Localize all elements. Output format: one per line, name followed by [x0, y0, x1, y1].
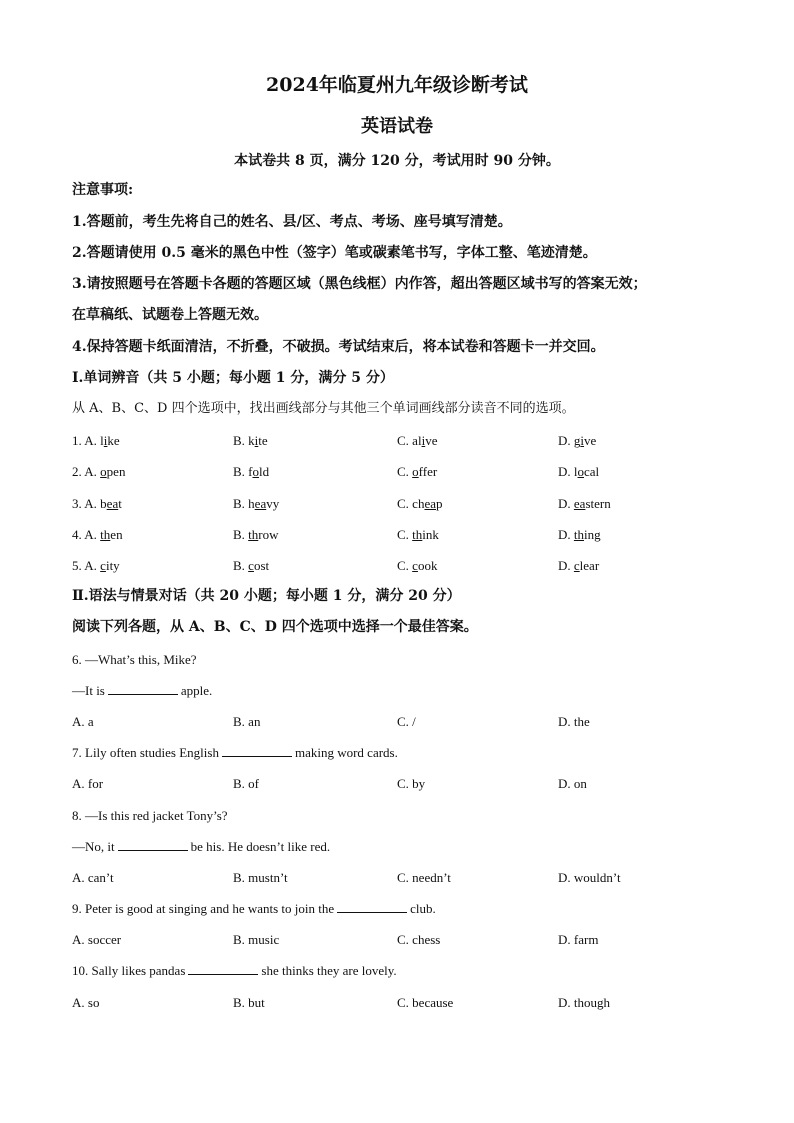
pronunciation-option: C. cheap: [397, 496, 443, 511]
answer-option: D. on: [558, 776, 587, 791]
section1-heading: Ⅰ.单词辨音（共 5 小题；每小题 1 分，满分 5 分）: [72, 370, 394, 386]
answer-option: B. of: [233, 776, 259, 791]
answer-option: C. needn’t: [397, 870, 451, 885]
underlined-letters: i: [103, 433, 108, 448]
question-stem: 10. Sally likes pandas she thinks they are lovely.: [72, 963, 397, 978]
answer-option: D. wouldn’t: [558, 870, 621, 885]
pronunciation-option: B. cost: [233, 558, 270, 573]
pronunciation-option: 1. A. like: [72, 433, 120, 448]
answer-option: D. the: [558, 714, 590, 729]
underlined-letters: i: [580, 433, 585, 448]
section2-instruction: 阅读下列各题，从 A、B、C、D 四个选项中选择一个最佳答案。: [72, 619, 478, 635]
answer-option: B. an: [233, 714, 261, 729]
notice-item: 在草稿纸、试题卷上答题无效。: [72, 307, 268, 323]
pronunciation-option: C. think: [397, 527, 439, 542]
underlined-letters: o: [100, 464, 107, 479]
underlined-letters: o: [252, 464, 259, 479]
answer-option: B. mustn’t: [233, 870, 288, 885]
underlined-letters: th: [100, 527, 111, 542]
section2-heading: Ⅱ.语法与情景对话（共 20 小题；每小题 1 分，满分 20 分）: [72, 588, 461, 604]
question-stem: —It is apple.: [72, 683, 213, 698]
answer-option: D. though: [558, 995, 610, 1010]
pronunciation-option: D. give: [558, 433, 597, 448]
underlined-letters: th: [573, 527, 585, 542]
answer-option: D. farm: [558, 932, 599, 947]
pronunciation-option: C. offer: [397, 464, 438, 479]
pronunciation-option: 3. A. beat: [72, 496, 122, 511]
question-stem: 9. Peter is good at singing and he wants to join the club.: [72, 901, 436, 916]
section1-instruction: 从 A、B、C、D 四个选项中，找出画线部分与其他三个单词画线部分读音不同的选项。: [72, 401, 575, 416]
answer-option: A. soccer: [72, 932, 122, 947]
exam-subject: 英语试卷: [361, 116, 433, 137]
underlined-letters: i: [254, 433, 259, 448]
pronunciation-option: C. cook: [397, 558, 438, 573]
pronunciation-option: D. eastern: [558, 496, 611, 511]
underlined-letters: th: [248, 527, 259, 542]
pronunciation-option: B. fold: [233, 464, 270, 479]
pronunciation-option: C. alive: [397, 433, 438, 448]
pronunciation-option: 4. A. then: [72, 527, 123, 542]
underlined-letters: ea: [254, 496, 267, 511]
answer-option: A. for: [72, 776, 104, 791]
answer-option: A. so: [72, 995, 100, 1010]
pronunciation-option: D. local: [558, 464, 600, 479]
underlined-letters: i: [421, 433, 426, 448]
underlined-letters: th: [412, 527, 423, 542]
answer-option: B. music: [233, 932, 280, 947]
pronunciation-option: D. clear: [558, 558, 600, 573]
pronunciation-option: D. thing: [558, 527, 601, 542]
question-stem: 7. Lily often studies English making word cards.: [72, 745, 398, 760]
notice-item: 1.答题前，考生先将自己的姓名、县/区、考点、考场、座号填写清楚。: [72, 214, 512, 230]
underlined-letters: ea: [106, 496, 119, 511]
underlined-letters: c: [100, 558, 106, 573]
answer-option: C. because: [397, 995, 454, 1010]
exam-title: 2024年临夏州九年级诊断考试: [266, 74, 528, 96]
underlined-letters: c: [412, 558, 418, 573]
answer-option: C. by: [397, 776, 426, 791]
question-stem: 8. —Is this red jacket Tony’s?: [72, 808, 228, 823]
pronunciation-option: B. throw: [233, 527, 279, 542]
pronunciation-option: 2. A. open: [72, 464, 126, 479]
notice-heading: 注意事项:: [72, 182, 134, 198]
answer-blank: [222, 744, 292, 757]
answer-blank: [108, 682, 178, 695]
underlined-letters: ea: [424, 496, 436, 511]
underlined-letters: c: [573, 558, 580, 573]
answer-option: B. but: [233, 995, 265, 1010]
pronunciation-option: B. heavy: [233, 496, 280, 511]
answer-option: C. /: [397, 714, 416, 729]
question-stem: —No, it be his. He doesn’t like red.: [72, 839, 331, 854]
notice-item: 4.保持答题卡纸面清洁，不折叠，不破损。考试结束后，将本试卷和答题卡一并交回。: [72, 339, 605, 355]
notice-item: 3.请按照题号在答题卡各题的答题区域（黑色线框）内作答，超出答题区域书写的答案无效；: [72, 276, 647, 292]
pronunciation-option: 5. A. city: [72, 558, 120, 573]
answer-option: A. a: [72, 714, 94, 729]
answer-option: C. chess: [397, 932, 441, 947]
answer-blank: [188, 962, 258, 975]
question-stem: 6. —What’s this, Mike?: [72, 652, 197, 667]
notice-item: 2.答题请使用 0.5 毫米的黑色中性（签字）笔或碳素笔书写，字体工整、笔迹清楚。: [72, 245, 597, 261]
pronunciation-option: B. kite: [233, 433, 268, 448]
underlined-letters: ea: [573, 496, 586, 511]
underlined-letters: c: [248, 558, 254, 573]
underlined-letters: o: [412, 464, 419, 479]
answer-option: A. can’t: [72, 870, 114, 885]
answer-blank: [118, 838, 188, 851]
exam-info: 本试卷共 8 页，满分 120 分，考试用时 90 分钟。: [234, 153, 560, 169]
answer-blank: [337, 900, 407, 913]
underlined-letters: o: [577, 464, 584, 479]
